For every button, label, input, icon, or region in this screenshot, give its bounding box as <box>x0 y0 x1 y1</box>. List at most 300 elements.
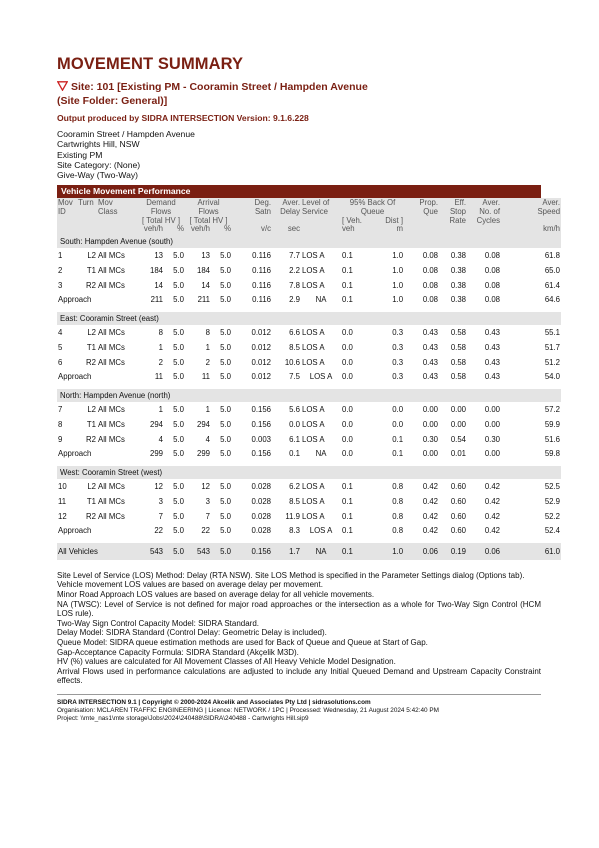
table-cell: LOS A <box>302 481 325 491</box>
table-cell: 0.06 <box>404 543 439 560</box>
approach-group-header <box>57 466 561 479</box>
table-cell: 2 <box>58 265 63 275</box>
table-cell: 0.43 <box>422 342 439 352</box>
table-cell: 0.30 <box>484 434 501 444</box>
table-cell: 5.0 <box>164 543 185 560</box>
table-cell: 0.156 <box>251 404 272 414</box>
note: Site Level of Service (LOS) Method: Delay (RTA NSW). Site LOS Method is specified in the Parameter Settings dialog (Options tab). <box>57 570 525 580</box>
table-cell: All MCs <box>98 327 125 337</box>
table-cell: 0.60 <box>450 481 467 491</box>
col-stop: Stop <box>439 208 467 217</box>
table-cell: 5.0 <box>173 404 185 414</box>
table-cell: T1 <box>86 496 96 506</box>
table-cell: 5.0 <box>211 543 232 560</box>
table-cell: LOS A <box>302 342 325 352</box>
table-cell: 5.0 <box>220 404 232 414</box>
col-id: ID <box>57 208 77 217</box>
info-line: Cartwrights Hill, NSW <box>57 139 140 150</box>
table-row <box>57 355 561 370</box>
table-cell: 294 <box>149 419 163 429</box>
col-back-of-queue: 95% Back Of <box>341 198 404 208</box>
footer <box>57 694 541 722</box>
table-cell: 0.01 <box>450 448 467 458</box>
table-cell: LOS A <box>302 511 325 521</box>
table-cell: 0.00 <box>484 448 501 458</box>
col-arrival: Arrival <box>185 198 232 208</box>
unit-v-c: v/c <box>232 225 272 235</box>
col-service: Service <box>301 208 341 217</box>
table-cell: 52.9 <box>544 496 561 506</box>
table-cell: 0.012 <box>251 357 272 367</box>
table-cell: 7.8 <box>289 280 301 290</box>
table-cell: T1 <box>86 265 96 275</box>
table-cell: 5.0 <box>220 525 232 535</box>
table-cell: 0.3 <box>392 342 404 352</box>
table-cell: All MCs <box>98 496 125 506</box>
row-label: Approach <box>58 525 92 535</box>
table-cell: 5.0 <box>220 511 232 521</box>
table-cell: 0.42 <box>422 496 439 506</box>
table-cell: 11 <box>154 371 163 381</box>
table-cell: 0.028 <box>251 496 272 506</box>
table-cell: NA <box>301 543 341 560</box>
table-cell: 12 <box>154 481 163 491</box>
table-row <box>57 509 561 524</box>
table-cell: 0.43 <box>484 357 501 367</box>
table-cell: 0.58 <box>450 342 467 352</box>
table-row <box>57 402 561 417</box>
table-cell: 51.2 <box>544 357 561 367</box>
table-cell: 0.00 <box>450 404 467 414</box>
col-cycles-2: Cycles <box>467 217 501 226</box>
table-cell: 0.54 <box>450 434 467 444</box>
table-cell: 0.0 <box>342 342 353 352</box>
col-dist: Dist ] <box>376 217 404 226</box>
table-cell: LOS A <box>302 434 325 444</box>
table-cell: 0.1 <box>392 448 404 458</box>
table-header <box>57 198 561 234</box>
note: Arrival Flows used in performance calculations are adjusted to include any Initial Queued Demand and Upstream Capacity Constraint effects. <box>57 666 541 686</box>
table-cell: 14 <box>154 280 163 290</box>
table-cell: All MCs <box>98 481 125 491</box>
table-cell: 0.012 <box>251 327 272 337</box>
table-cell: 0.08 <box>484 280 501 290</box>
table-cell: 8 <box>205 327 211 337</box>
table-cell: 5.0 <box>173 294 185 304</box>
note: NA (TWSC): Level of Service is not defined for major road approaches or the intersection as a whole for Two-Way Sign Control (HCM LOS rule). <box>57 599 541 619</box>
table-cell: 7.5 <box>289 371 301 381</box>
table-cell: 5 <box>58 342 63 352</box>
table-cell: 211 <box>197 294 211 304</box>
table-cell: 8.3 <box>289 525 301 535</box>
table-cell: 51.7 <box>544 342 561 352</box>
table-cell: 1.0 <box>392 265 404 275</box>
table-cell: 299 <box>149 448 163 458</box>
table-cell: 0.08 <box>422 294 439 304</box>
table-cell: 543 <box>137 543 164 560</box>
col-delay-2: Delay <box>272 208 301 217</box>
col-arrival-flows: Flows <box>185 208 232 217</box>
col-no-of: No. of <box>467 208 501 217</box>
col-total-hv-demand: [ Total HV ] <box>137 217 185 226</box>
table-cell: 5.0 <box>220 434 232 444</box>
table-row <box>57 432 561 447</box>
table-cell: 5.0 <box>220 357 232 367</box>
row-label: Approach <box>58 371 92 381</box>
table-cell: 57.2 <box>544 404 561 414</box>
table-cell: 59.8 <box>544 448 561 458</box>
table-cell: All MCs <box>98 511 125 521</box>
movement-table <box>57 198 561 559</box>
table-cell: 1.0 <box>392 294 404 304</box>
table-cell: 5.0 <box>173 280 185 290</box>
table-cell: 0.42 <box>422 481 439 491</box>
table-cell: 0.0 <box>342 371 353 381</box>
table-cell: 2.2 <box>289 265 301 275</box>
col-que: Que <box>404 208 439 217</box>
table-cell: 0.1 <box>342 250 353 260</box>
table-cell: 0.003 <box>251 434 272 444</box>
table-cell: 5.0 <box>220 294 232 304</box>
table-cell: 5.0 <box>220 481 232 491</box>
table-body <box>57 235 561 560</box>
table-cell: 0.8 <box>392 496 404 506</box>
table-cell: 1 <box>158 342 163 352</box>
table-cell: 0.42 <box>422 525 439 535</box>
table-cell: 5.0 <box>173 250 185 260</box>
table-row <box>57 325 561 340</box>
table-cell: 0.42 <box>484 511 501 521</box>
table-cell: 59.9 <box>544 419 561 429</box>
site-title: Site: 101 [Existing PM - Cooramin Street / Hampden Avenue <box>71 81 368 93</box>
unit-veh-h: veh/h <box>185 225 211 235</box>
table-cell: 299 <box>197 448 211 458</box>
table-row <box>57 417 561 432</box>
table-cell: 0.42 <box>422 511 439 521</box>
table-cell: 0.08 <box>484 294 501 304</box>
table-cell: 4 <box>158 434 163 444</box>
note: Vehicle movement LOS values are based on average delay per movement. <box>57 580 323 590</box>
table-cell: T1 <box>86 419 96 429</box>
table-cell: 1.0 <box>392 280 404 290</box>
table-cell: LOS A <box>302 419 325 429</box>
table-cell: 2 <box>205 357 211 367</box>
table-cell: 8 <box>158 327 163 337</box>
table-cell: 0.38 <box>450 250 467 260</box>
table-cell: 6.6 <box>289 327 301 337</box>
table-cell: 0.38 <box>450 280 467 290</box>
table-cell: 5.0 <box>173 419 185 429</box>
table-cell: 5.0 <box>173 357 185 367</box>
table-cell: R2 <box>86 511 96 521</box>
table-cell: 0.43 <box>422 327 439 337</box>
info-line: Cooramin Street / Hampden Avenue <box>57 129 195 139</box>
table-cell: 0.8 <box>392 481 404 491</box>
col-mov: Mov <box>57 198 77 208</box>
table-cell: 14 <box>201 280 211 290</box>
table-cell: 11 <box>201 371 211 381</box>
table-cell: 0.1 <box>342 496 353 506</box>
all-vehicles-row <box>57 543 561 560</box>
table-cell: 2.9 <box>289 294 301 304</box>
table-cell: L2 <box>87 250 96 260</box>
table-cell: LOS A <box>309 371 333 381</box>
table-cell: 61.4 <box>544 280 561 290</box>
table-cell: 0.00 <box>422 448 439 458</box>
table-cell: NA <box>315 448 327 458</box>
table-cell: 0.0 <box>342 419 353 429</box>
table-cell: 0.60 <box>450 525 467 535</box>
table-cell: 7 <box>58 404 63 414</box>
col-veh: [ Veh. <box>341 217 376 226</box>
table-cell: 0.116 <box>252 265 272 275</box>
table-cell: 8.5 <box>289 342 301 352</box>
table-cell: 7.7 <box>289 250 301 260</box>
col-speed: Aver. <box>501 198 561 208</box>
table-row <box>57 494 561 509</box>
table-cell: 0.08 <box>422 250 439 260</box>
table-cell: 0.012 <box>251 342 272 352</box>
table-cell: 0.156 <box>251 448 272 458</box>
table-cell: 0.3 <box>392 327 404 337</box>
table-cell: 10.6 <box>284 357 301 367</box>
col-eff: Eff. <box>439 198 467 208</box>
table-cell: All MCs <box>98 404 125 414</box>
unit-sec: sec <box>272 225 301 235</box>
table-row <box>57 248 561 263</box>
note: Queue Model: SIDRA queue estimation methods are used for Back of Queue and Queue at Start of Gap. <box>57 638 428 648</box>
table-row <box>57 479 561 494</box>
table-cell: LOS A <box>302 404 325 414</box>
table-cell: 0.1 <box>342 525 353 535</box>
table-cell: NA <box>315 294 327 304</box>
unit-pct: % <box>164 225 185 235</box>
report-page <box>57 55 561 722</box>
col-delay: Aver. <box>272 198 301 208</box>
unit-m: m <box>376 225 404 235</box>
table-cell: 5.0 <box>220 496 232 506</box>
table-cell: 1.0 <box>376 543 404 560</box>
table-cell: 9 <box>58 434 63 444</box>
table-cell: 8.5 <box>289 496 301 506</box>
table-cell: 4 <box>58 327 63 337</box>
table-cell: 0.0 <box>342 448 353 458</box>
table-cell: 0.60 <box>450 511 467 521</box>
table-cell: 10 <box>58 481 67 491</box>
table-cell: 5.0 <box>173 327 185 337</box>
table-cell: 0.0 <box>289 419 301 429</box>
table-cell: 52.2 <box>544 511 561 521</box>
table-cell: 0.0 <box>342 357 353 367</box>
table-cell: LOS A <box>309 525 333 535</box>
triangle-icon <box>57 81 71 95</box>
table-cell: 0.116 <box>252 294 272 304</box>
footer-organisation: Organisation: MCLAREN TRAFFIC ENGINEERING | Licence: NETWORK / 1PC | Processed: Wednesday, 21 August 2024 5:42:40 PM <box>57 706 439 714</box>
table-cell: 6.1 <box>289 434 301 444</box>
footer-project: Project: \\mte_nas1\mte storage\Jobs\2024\240488\SIDRA\240488 - Cartwrights Hill.sip9 <box>57 714 309 722</box>
table-cell: 0.156 <box>232 543 272 560</box>
table-cell: 6.2 <box>289 481 301 491</box>
table-cell: 5.0 <box>173 448 185 458</box>
table-cell: 294 <box>197 419 211 429</box>
table-cell: 8 <box>58 419 63 429</box>
table-cell: 0.0 <box>392 404 404 414</box>
table-cell: All MCs <box>98 265 125 275</box>
table-cell: 0.8 <box>392 511 404 521</box>
table-cell: 0.0 <box>342 404 353 414</box>
table-cell: 0.58 <box>450 371 467 381</box>
col-total-hv-arrival: [ Total HV ] <box>185 217 232 226</box>
table-cell: 5.0 <box>173 434 185 444</box>
table-cell: 0.06 <box>467 543 501 560</box>
table-cell: 0.028 <box>251 511 272 521</box>
unit-pct: % <box>211 225 232 235</box>
unit-veh-h: veh/h <box>137 225 164 235</box>
col-prop: Prop. <box>404 198 439 208</box>
table-cell: 3 <box>158 496 163 506</box>
table-cell: 55.1 <box>544 327 561 337</box>
table-cell: 0.43 <box>422 371 439 381</box>
table-cell: R2 <box>86 280 96 290</box>
table-cell: 0.08 <box>484 265 501 275</box>
table-cell: All MCs <box>98 280 125 290</box>
note: Minor Road Approach LOS values are based on average delay for all vehicle movements. <box>57 590 375 600</box>
table-cell: 5.0 <box>220 250 232 260</box>
table-cell: 0.0 <box>342 434 353 444</box>
table-cell: 0.156 <box>251 419 272 429</box>
footer-copyright: SIDRA INTERSECTION 9.1 | Copyright © 2000-2024 Akcelik and Associates Pty Ltd | sidrasolutions.com <box>57 698 371 706</box>
table-cell: 7 <box>205 511 211 521</box>
table-cell: 22 <box>154 525 163 535</box>
table-cell: All MCs <box>98 250 125 260</box>
approach-group-header <box>57 235 561 248</box>
table-cell: 5.0 <box>173 265 185 275</box>
table-cell: 0.3 <box>392 371 404 381</box>
table-cell: 1 <box>205 404 211 414</box>
unit-veh: veh <box>341 225 376 235</box>
table-cell: 0.3 <box>392 357 404 367</box>
table-cell: All MCs <box>98 342 125 352</box>
approach-name: East: Cooramin Street (east) <box>57 312 561 325</box>
table-cell: 0.00 <box>450 419 467 429</box>
table-cell: 5.0 <box>220 280 232 290</box>
table-cell: 0.43 <box>484 327 501 337</box>
table-cell: LOS A <box>302 265 325 275</box>
approach-row <box>57 524 561 537</box>
table-cell: 65.0 <box>544 265 561 275</box>
note: HV (%) values are calculated for All Movement Classes of All Heavy Vehicle Model Designation. <box>57 657 396 667</box>
table-cell: All MCs <box>98 419 125 429</box>
table-cell: LOS A <box>302 357 325 367</box>
table-cell: 0.116 <box>252 280 272 290</box>
table-row <box>57 278 561 293</box>
col-demand: Demand <box>137 198 185 208</box>
note: Delay Model: SIDRA Standard (Control Delay: Geometric Delay is included). <box>57 628 327 638</box>
approach-row <box>57 447 561 460</box>
approach-group-header <box>57 312 561 325</box>
table-cell: L2 <box>87 404 96 414</box>
approach-name: West: Cooramin Street (west) <box>57 466 561 479</box>
col-satn: Satn <box>232 208 272 217</box>
note: Two-Way Sign Control Capacity Model: SIDRA Standard. <box>57 618 260 628</box>
table-cell: 61.0 <box>501 543 561 560</box>
table-cell: 0.43 <box>422 357 439 367</box>
table-cell: 0.8 <box>392 525 404 535</box>
table-cell: 0.0 <box>392 419 404 429</box>
table-cell: 64.6 <box>544 294 561 304</box>
table-cell: 5.0 <box>173 342 185 352</box>
table-cell: R2 <box>86 357 96 367</box>
table-cell: 0.1 <box>341 543 376 560</box>
table-cell: 0.1 <box>289 448 301 458</box>
table-cell: 0.00 <box>422 419 439 429</box>
table-cell: 0.42 <box>484 481 501 491</box>
table-cell: 13 <box>154 250 163 260</box>
table-cell: LOS A <box>302 280 325 290</box>
col-deg: Deg. <box>232 198 272 208</box>
table-cell: 22 <box>201 525 211 535</box>
table-cell: 0.38 <box>450 294 467 304</box>
table-cell: 54.0 <box>544 371 561 381</box>
col-turn: Turn <box>77 198 97 208</box>
table-cell: 12 <box>201 481 211 491</box>
table-cell: L2 <box>87 481 96 491</box>
col-rate: Rate <box>439 217 467 226</box>
table-row <box>57 340 561 355</box>
row-label: Approach <box>58 294 92 304</box>
table-cell: LOS A <box>302 327 325 337</box>
table-cell: 13 <box>201 250 211 260</box>
table-cell: 5.0 <box>173 481 185 491</box>
table-cell: 0.58 <box>450 357 467 367</box>
table-cell: 0.43 <box>484 342 501 352</box>
table-cell: 11.9 <box>285 511 301 521</box>
table-cell: 52.5 <box>544 481 561 491</box>
table-cell: T1 <box>86 342 96 352</box>
table-cell: 0.012 <box>251 371 272 381</box>
table-cell: 5.0 <box>220 342 232 352</box>
info-line: Give-Way (Two-Way) <box>57 170 139 181</box>
table-cell: 12 <box>58 511 67 521</box>
table-cell: 0.42 <box>484 496 501 506</box>
table-cell: 0.08 <box>484 250 501 260</box>
table-cell: 0.00 <box>422 404 439 414</box>
table-cell: 5.0 <box>173 511 185 521</box>
table-cell: 1 <box>158 404 163 414</box>
unit-km-h: km/h <box>501 225 561 235</box>
table-cell: 5.0 <box>220 327 232 337</box>
table-cell: 1 <box>58 250 63 260</box>
table-title: Vehicle Movement Performance <box>57 185 541 198</box>
table-cell: 2 <box>158 357 163 367</box>
table-cell: 11 <box>58 496 67 506</box>
page-title: MOVEMENT SUMMARY <box>57 55 244 73</box>
table-cell: 5.0 <box>220 448 232 458</box>
table-cell: 6 <box>58 357 63 367</box>
site-folder: (Site Folder: General)] <box>57 94 168 107</box>
table-cell: 1.7 <box>272 543 301 560</box>
table-cell: 543 <box>185 543 211 560</box>
table-cell: 7 <box>158 511 163 521</box>
table-cell: 0.028 <box>251 525 272 535</box>
col-cycles: Aver. <box>467 198 501 208</box>
table-cell: 0.38 <box>450 265 467 275</box>
table-row <box>57 263 561 278</box>
output-version: Output produced by SIDRA INTERSECTION Version: 9.1.6.228 <box>57 113 309 123</box>
table-cell: 0.19 <box>439 543 467 560</box>
table-cell: 1 <box>205 342 211 352</box>
table-cell: 184 <box>197 265 211 275</box>
